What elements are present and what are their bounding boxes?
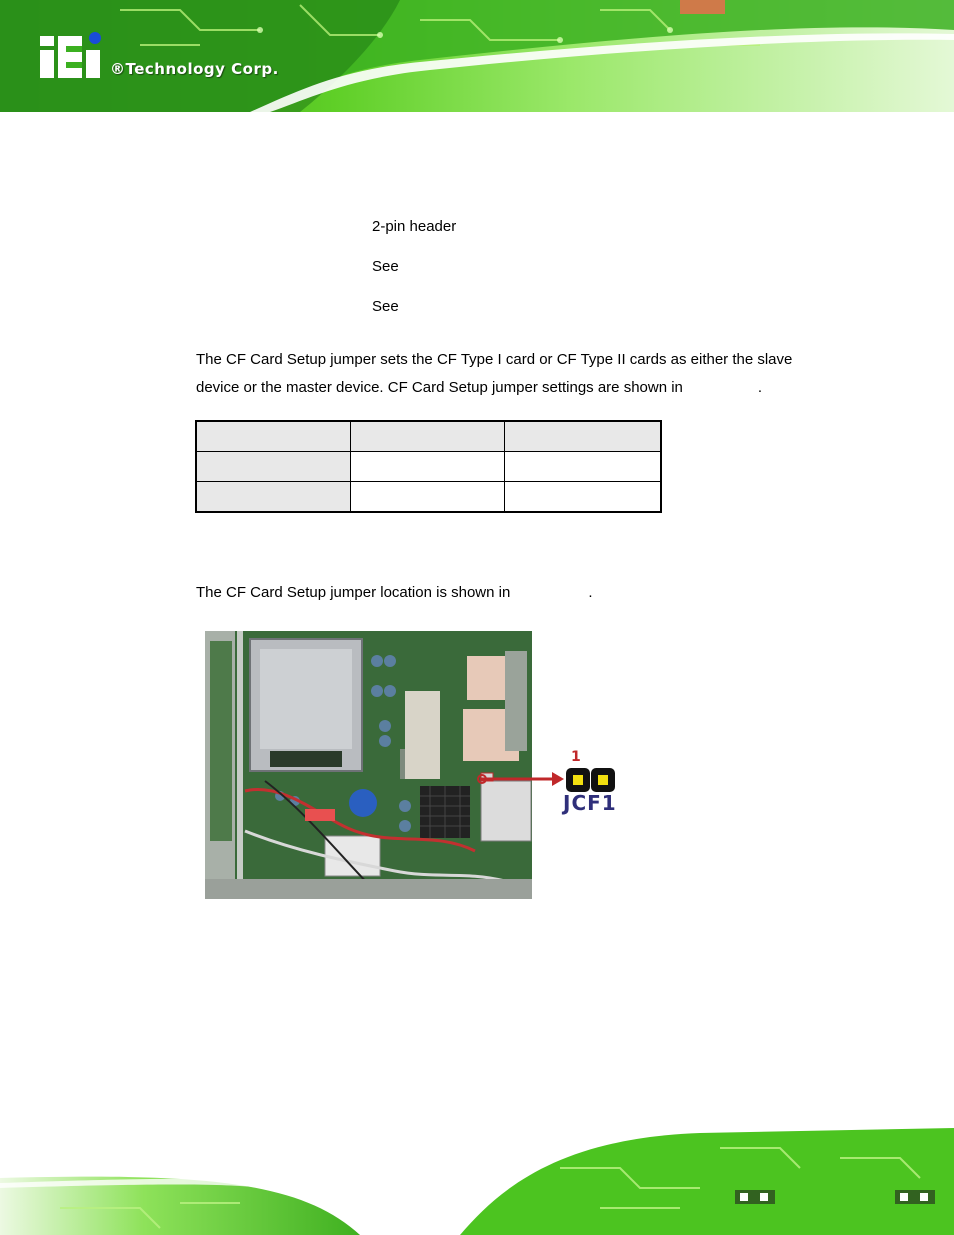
jcf1-jumper-label: JCF1 <box>563 791 617 815</box>
table-cell <box>505 482 661 512</box>
jumper-pins-icon <box>566 768 615 792</box>
pin-one-label: 1 <box>571 749 581 765</box>
jumper-type-value: 2-pin header <box>372 218 457 235</box>
circuit-board-header-graphic <box>0 0 954 112</box>
table-cell <box>505 422 661 452</box>
jumper-settings-ref: See <box>372 258 399 275</box>
table-cell <box>505 452 661 482</box>
sentence-period: . <box>588 584 593 601</box>
circuit-board-footer-graphic <box>0 1128 954 1235</box>
table-cell <box>350 422 505 452</box>
table-cell <box>197 422 351 452</box>
jumper-location-ref: See <box>372 298 399 315</box>
cf-setup-description-line1: The CF Card Setup jumper sets the CF Type I card or CF Type II cards as either the slave <box>196 351 793 368</box>
table-row <box>197 482 661 512</box>
table-cell <box>350 452 505 482</box>
table-cell <box>197 452 351 482</box>
table-header-row <box>197 422 661 452</box>
table-cell <box>197 482 351 512</box>
table-row <box>197 452 661 482</box>
iei-logo-icon <box>40 32 101 78</box>
table-cell <box>350 482 505 512</box>
cf-setup-description-line2-text: device or the master device. CF Card Setup jumper settings are shown in <box>196 379 683 396</box>
cf-setup-location-text: The CF Card Setup jumper location is shown in <box>196 584 511 601</box>
company-logo-text: ®Technology Corp. <box>110 60 279 78</box>
cf-card-setup-jumper-settings-table <box>196 421 661 512</box>
cf-setup-location-sentence <box>196 584 592 602</box>
sentence-period: . <box>757 379 763 396</box>
cf-setup-description-line2 <box>196 379 762 397</box>
page-footer-banner <box>0 1128 954 1235</box>
page-header-banner <box>0 0 954 112</box>
